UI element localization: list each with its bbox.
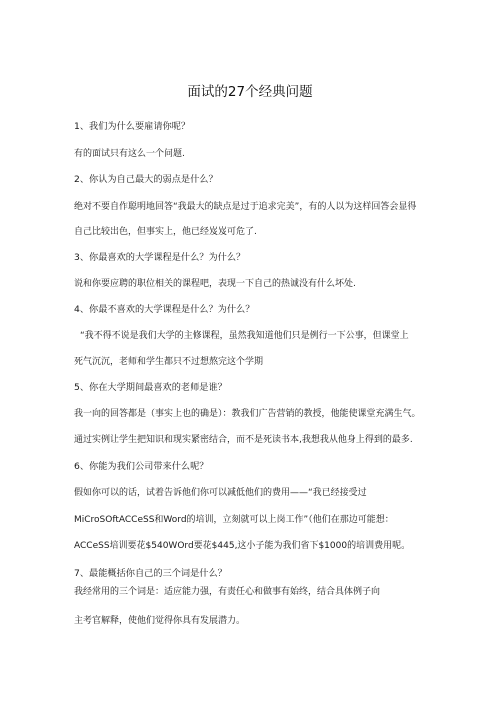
answer-5-line-2: 通过实例让学生把知识和现实紧密结合，而不是死读书本,我想我从他身上得到的最多. <box>74 435 413 445</box>
answer-4-line-1: “我不得不说是我们大学的主修课程，虽然我知道他们只是例行一下公事，但课堂上 <box>80 331 409 341</box>
question-4: 4、你最不喜欢的大学课程是什么？为什么？ <box>74 304 255 315</box>
question-2: 2、你认为自己最大的弱点是什么？ <box>74 174 218 185</box>
document-title: 面试的27个经典问题 <box>187 84 313 100</box>
question-1: 1、我们为什么要雇请你呢？ <box>74 121 191 132</box>
answer-7-line-2: 主考官解释，使他们觉得你具有发展潜力。 <box>74 616 246 626</box>
question-6: 6、你能为我们公司带来什么呢？ <box>74 461 209 472</box>
answer-5-line-1: 我一向的回答都是（事实上也的确是）：教我们广告营销的教授，他能使课堂充满生气。 <box>74 409 421 419</box>
answer-6-line-2: MiCroSOftACCeSS和Word的培训，立刻就可以上岗工作”（他们在那边可能想： <box>74 515 394 525</box>
question-3: 3、你最喜欢的大学课程是什么？为什么？ <box>74 252 246 263</box>
answer-2-line-2: 自己比较出色，但事实上，他已经岌岌可危了. <box>74 227 257 237</box>
answer-7-line-1: 我经常用的三个词是：适应能力强，有责任心和做事有始终，结合具体例子向 <box>74 587 381 597</box>
answer-2-line-1: 绝对不要自作聪明地回答“我最大的缺点是过于追求完美”，有的人以为这样回答会显得 <box>74 202 417 212</box>
answer-6-line-3: ACCeSS培训要花$540WOrd要花$445,这小子能为我们省下$1000的培训费用呢。 <box>74 541 411 551</box>
question-7: 7、最能概括你自己的三个词是什么？ <box>74 568 227 579</box>
answer-4-line-2: 死气沉沉，老师和学生都只不过想熬完这个学期 <box>74 357 264 367</box>
answer-1: 有的面试只有这么一个问题. <box>74 149 185 159</box>
answer-6-line-1: 假如你可以的话，试着告诉他们你可以减低他们的费用——“我已经接受过 <box>74 488 367 498</box>
answer-3: 说和你要应聘的职位相关的课程吧，表现一下自己的热诚没有什么坏处. <box>74 279 356 289</box>
question-5: 5、你在大学期间最喜欢的老师是谁？ <box>74 382 227 393</box>
